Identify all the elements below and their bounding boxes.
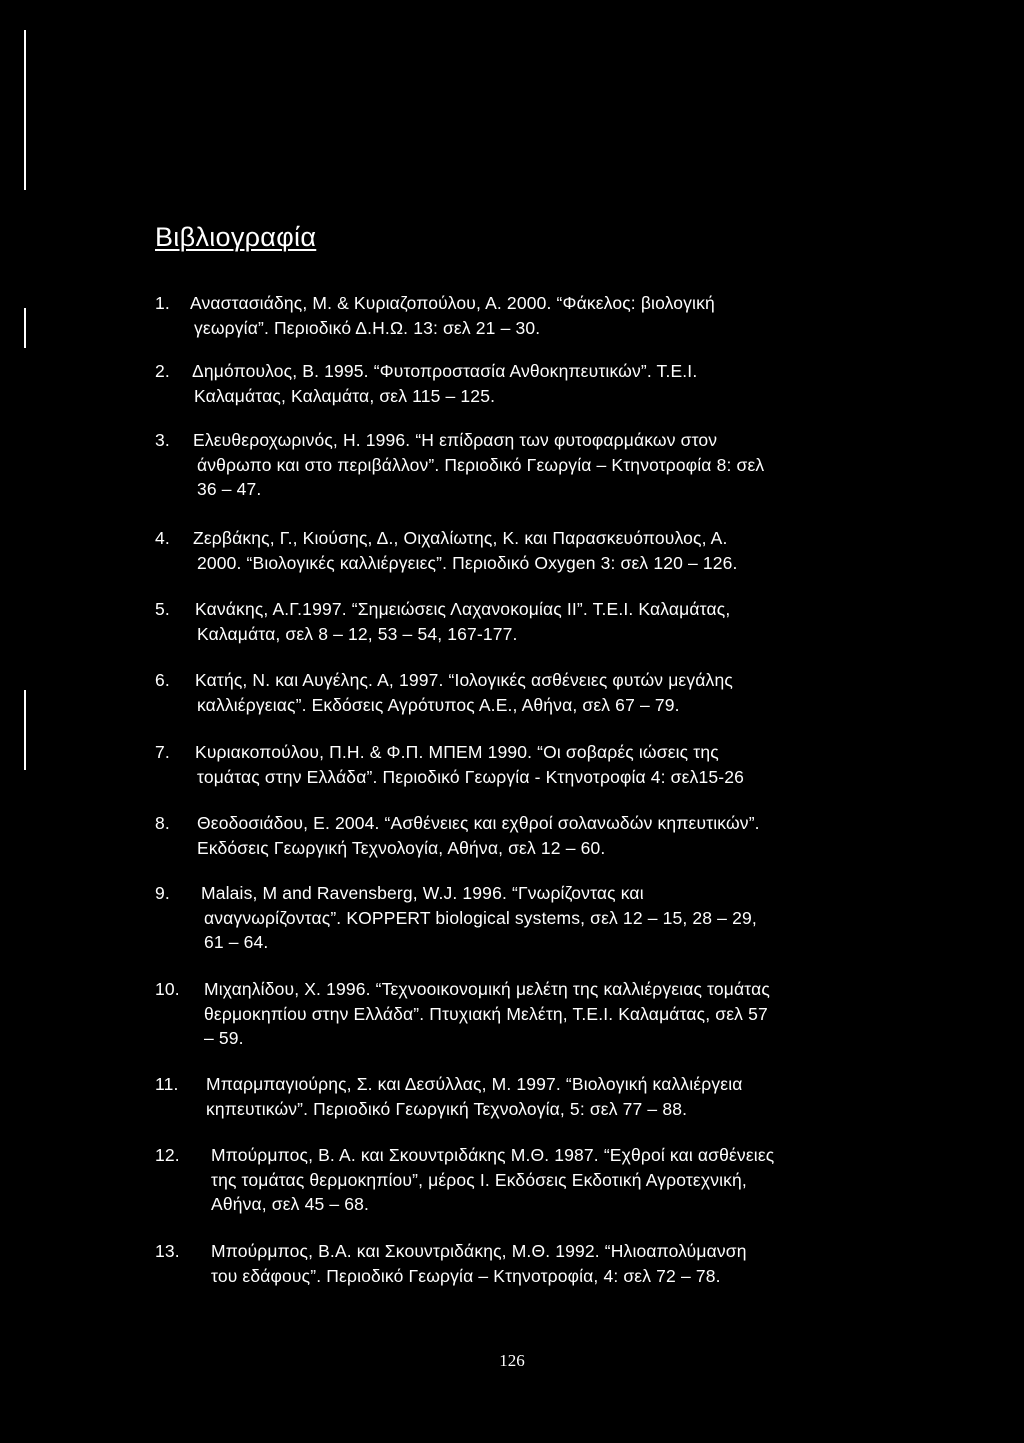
reference-number: 2. bbox=[155, 361, 170, 381]
reference-number: 7. bbox=[155, 742, 170, 762]
reference-text: Ζερβάκης, Γ., Κιούσης, Δ., Οιχαλίωτης, Κ. και Παρασκευόπουλος, Α. 2000. “Βιολογικές καλλιέργειες”. Περιοδικό Oxygen 3: σελ 120 – 126. bbox=[193, 528, 738, 573]
reference-number: 11. bbox=[155, 1074, 179, 1094]
reference-text: Κανάκης, Α.Γ.1997. “Σημειώσεις Λαχανοκομίας ΙΙ”. Τ.Ε.Ι. Καλαμάτας, Καλαμάτα, σελ 8 – 12, 53 – 54, 167-177. bbox=[195, 599, 731, 644]
reference-text: Μιχαηλίδου, Χ. 1996. “Τεχνοοικονομική μελέτη της καλλιέργειας τομάτας θερμοκηπίου στην Ελλάδα”. Πτυχιακή Μελέτη, Τ.Ε.Ι. Καλαμάτας, σελ 57 – 59. bbox=[204, 979, 770, 1048]
reference-item-7 bbox=[155, 740, 875, 789]
reference-item-1 bbox=[155, 291, 875, 340]
reference-text: Ελευθεροχωρινός, Η. 1996. “Η επίδραση των φυτοφαρμάκων στον άνθρωπο και στο περιβάλλον”. Περιοδικό Γεωργία – Κτηνοτροφία 8: σελ 36 – 47. bbox=[193, 430, 765, 499]
reference-number: 1. bbox=[155, 293, 170, 313]
reference-item-5 bbox=[155, 597, 875, 646]
reference-number: 8. bbox=[155, 813, 170, 833]
reference-item-2 bbox=[155, 359, 875, 408]
reference-text: Αναστασιάδης, Μ. & Κυριαζοπούλου, Α. 2000. “Φάκελος: βιολογική γεωργία”. Περιοδικό Δ.Η.Ω. 13: σελ 21 – 30. bbox=[190, 293, 715, 338]
reference-number: 3. bbox=[155, 430, 170, 450]
reference-item-11 bbox=[155, 1072, 875, 1121]
reference-number: 6. bbox=[155, 670, 170, 690]
reference-item-6 bbox=[155, 668, 875, 717]
page-number: 126 bbox=[499, 1351, 525, 1370]
reference-number: 4. bbox=[155, 528, 170, 548]
reference-text: Δημόπουλος, Β. 1995. “Φυτοπροστασία Ανθοκηπευτικών”. Τ.Ε.Ι. Καλαμάτας, Καλαμάτα, σελ 115 – 125. bbox=[192, 361, 698, 406]
reference-text: Θεοδοσιάδου, Ε. 2004. “Ασθένειες και εχθροί σολανωδών κηπευτικών”. Εκδόσεις Γεωργική Τεχνολογία, Αθήνα, σελ 12 – 60. bbox=[197, 813, 760, 858]
reference-text: Malais, M and Ravensberg, W.J. 1996. “Γνωρίζοντας και αναγνωρίζοντας”. KOPPERT biological systems, σελ 12 – 15, 28 – 29, 61 – 64. bbox=[201, 883, 757, 952]
reference-item-3 bbox=[155, 428, 875, 502]
reference-text: Κυριακοπούλου, Π.Η. & Φ.Π. ΜΠΕΜ 1990. “Οι σοβαρές ιώσεις της τομάτας στην Ελλάδα”. Περιοδικό Γεωργία - Κτηνοτροφία 4: σελ15-26 bbox=[195, 742, 744, 787]
reference-item-9 bbox=[155, 881, 875, 955]
reference-item-12 bbox=[155, 1143, 875, 1217]
reference-text: Μπούρμπος, Β. Α. και Σκουντριδάκης Μ.Θ. 1987. “Εχθροί και ασθένειες της τομάτας θερμοκηπίου”, μέρος Ι. Εκδόσεις Εκδοτική Αγροτεχνική, Αθήνα, σελ 45 – 68. bbox=[211, 1145, 775, 1214]
scan-edge-line-bottom bbox=[24, 690, 26, 770]
reference-number: 13. bbox=[155, 1241, 180, 1261]
reference-number: 12. bbox=[155, 1145, 180, 1165]
reference-item-4 bbox=[155, 526, 875, 575]
reference-item-8 bbox=[155, 811, 875, 860]
scan-edge-line-middle bbox=[24, 308, 26, 348]
reference-text: Μπαρμπαγιούρης, Σ. και Δεσύλλας, Μ. 1997. “Βιολογική καλλιέργεια κηπευτικών”. Περιοδικό Γεωργική Τεχνολογία, 5: σελ 77 – 88. bbox=[206, 1074, 743, 1119]
reference-item-10 bbox=[155, 977, 875, 1051]
reference-number: 5. bbox=[155, 599, 170, 619]
scan-edge-line-top bbox=[24, 30, 26, 190]
reference-number: 10. bbox=[155, 979, 180, 999]
reference-text: Κατής, Ν. και Αυγέλης. Α, 1997. “Ιολογικές ασθένειες φυτών μεγάλης καλλιέργειας”. Εκδόσεις Αγρότυπος Α.Ε., Αθήνα, σελ 67 – 79. bbox=[195, 670, 733, 715]
reference-item-13 bbox=[155, 1239, 875, 1288]
reference-number: 9. bbox=[155, 883, 170, 903]
reference-text: Μπούρμπος, Β.Α. και Σκουντριδάκης, Μ.Θ. 1992. “Ηλιοαπολύμανση του εδάφους”. Περιοδικό Γεωργία – Κτηνοτροφία, 4: σελ 72 – 78. bbox=[211, 1241, 747, 1286]
page-title: Βιβλιογραφία bbox=[155, 222, 317, 252]
